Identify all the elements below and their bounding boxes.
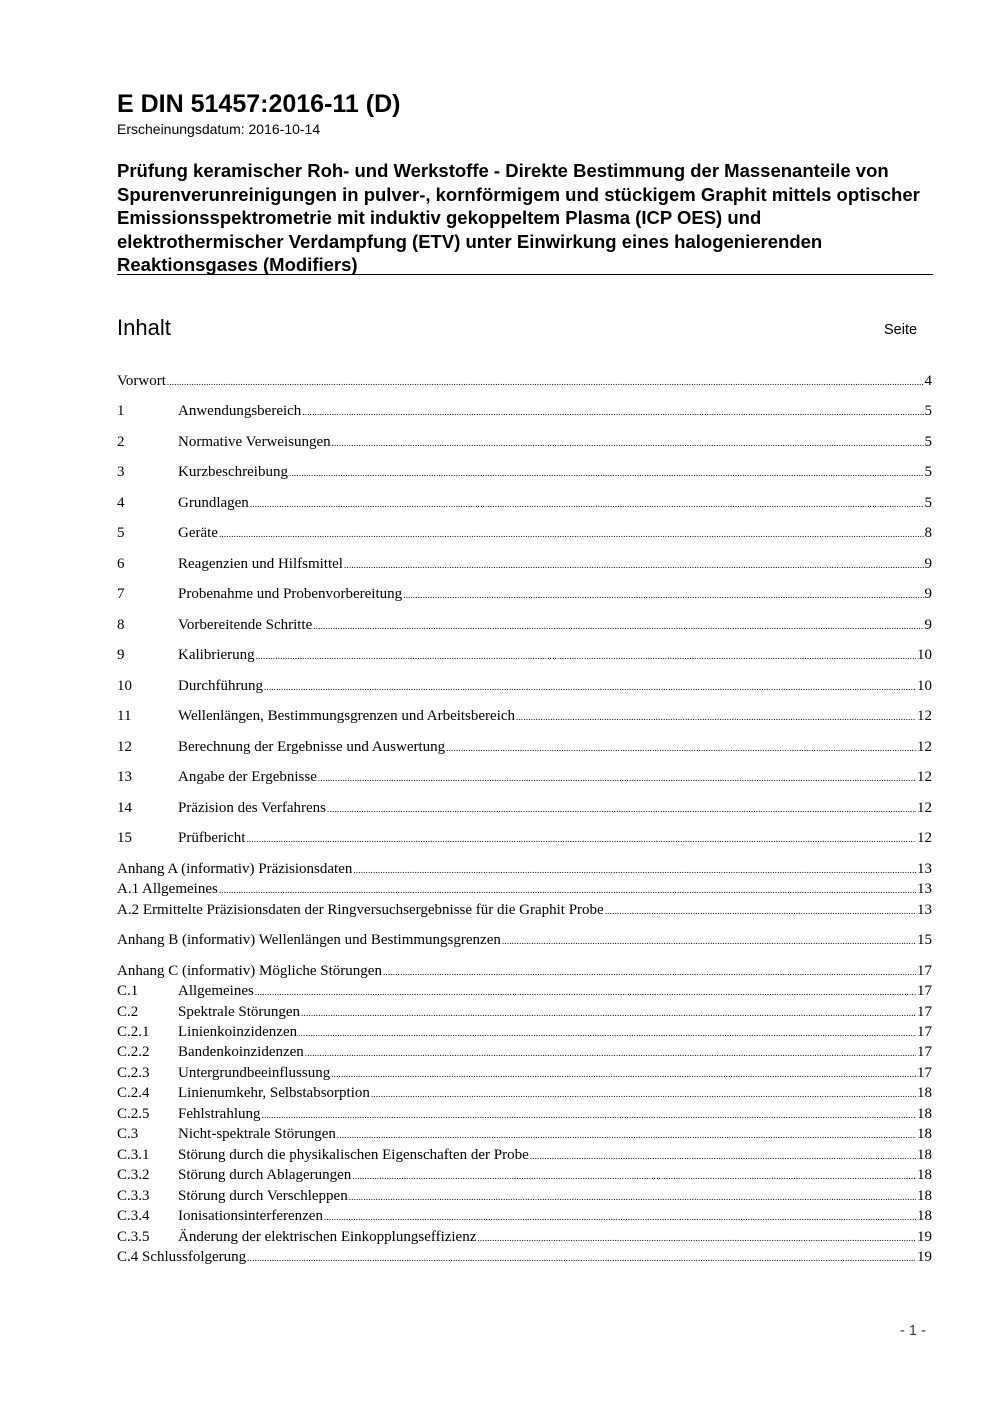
toc-entry[interactable] [117, 1145, 932, 1165]
toc-entry-number: 15 [117, 830, 132, 846]
footer-page-number: - 1 - [900, 1323, 926, 1339]
toc-entry-page: 17 [917, 963, 932, 979]
toc-entry[interactable] [117, 828, 932, 848]
publication-date: Erscheinungsdatum: 2016-10-14 [117, 121, 321, 137]
toc-entry-page: 12 [917, 708, 932, 724]
toc-entry-title: Anwendungsbereich [178, 403, 302, 419]
toc-entry-number: 4 [117, 495, 125, 511]
toc-entry-number: 7 [117, 586, 125, 602]
toc-leader-dots [255, 981, 916, 1002]
toc-leader-dots [247, 1247, 916, 1268]
toc-leader-dots [383, 961, 916, 982]
toc-leader-dots [371, 1083, 916, 1104]
toc-leader-dots [349, 1186, 916, 1207]
toc-entry-number: C.3.5 [117, 1229, 150, 1245]
toc-entry-title: Linienkoinzidenzen [178, 1024, 298, 1040]
toc-entry[interactable] [117, 615, 932, 635]
toc-entry-page: 10 [917, 647, 932, 663]
toc-entry-page: 15 [917, 932, 932, 948]
toc-entry-number: C.2.1 [117, 1024, 150, 1040]
toc-entry-title: Bandenkoinzidenzen [178, 1044, 304, 1060]
toc-leader-dots [327, 798, 916, 819]
toc-entry-page: 9 [924, 617, 932, 633]
toc-entry[interactable] [117, 1227, 932, 1247]
toc-leader-dots [352, 1165, 916, 1186]
toc-entry-title: Geräte [178, 525, 218, 541]
toc-entry[interactable] [117, 1063, 932, 1083]
toc-leader-dots [353, 859, 916, 880]
toc-leader-dots [302, 401, 923, 422]
toc-entry-number: C.3.2 [117, 1167, 150, 1183]
toc-entry-title: Störung durch Verschleppen [178, 1188, 348, 1204]
toc-entry-number: 9 [117, 647, 125, 663]
toc-entry-title: Präzision des Verfahrens [178, 800, 327, 816]
toc-entry-number: 13 [117, 769, 132, 785]
toc-leader-dots [530, 1145, 916, 1166]
toc-entry-number: 11 [117, 708, 132, 724]
toc-entry-title: Wellenlängen, Bestimmungsgrenzen und Arbeitsbereich [178, 708, 516, 724]
toc-entry-title: Ionisationsinterferenzen [178, 1208, 323, 1224]
toc-leader-dots [262, 1104, 917, 1125]
toc-entry-page: 13 [917, 861, 932, 877]
toc-entry-page: 9 [924, 556, 932, 572]
toc-entry-title: Linienumkehr, Selbstabsorption [178, 1085, 370, 1101]
toc-leader-dots [502, 930, 916, 951]
toc-entry-number: 5 [117, 525, 125, 541]
toc-entry-title: Durchführung [178, 678, 263, 694]
toc-entry-title: Berechnung der Ergebnisse und Auswertung [178, 739, 446, 755]
toc-entry[interactable] [117, 767, 932, 787]
toc-entry-title: Nicht-spektrale Störungen [178, 1126, 336, 1142]
toc-entry[interactable] [117, 930, 932, 950]
toc-entry-number: C.2.4 [117, 1085, 150, 1101]
toc-entry-title: A.1 Allgemeines [117, 881, 218, 897]
toc-entry-page: 17 [917, 1004, 932, 1020]
toc-entry-number: C.2.5 [117, 1106, 150, 1122]
toc-entry-page: 18 [917, 1106, 932, 1122]
toc-entry-number: C.3 [117, 1126, 139, 1142]
toc-entry[interactable] [117, 554, 932, 574]
toc-entry-page: 18 [917, 1126, 932, 1142]
toc-entry-title: C.4 Schlussfolgerung [117, 1249, 247, 1265]
toc-entry-page: 12 [917, 739, 932, 755]
toc-leader-dots [403, 584, 923, 605]
toc-entry-title: A.2 Ermittelte Präzisionsdaten der Ringversuchsergebnisse für die Graphit Probe [117, 902, 604, 918]
toc-leader-dots [331, 1063, 916, 1084]
toc-entry[interactable] [117, 1165, 932, 1185]
toc-leader-dots [289, 462, 924, 483]
toc-entry[interactable] [117, 1186, 932, 1206]
toc-entry[interactable] [117, 1206, 932, 1226]
toc-leader-dots [246, 828, 916, 849]
toc-entry[interactable] [117, 1022, 932, 1042]
toc-entry-number: 8 [117, 617, 125, 633]
document-title: Prüfung keramischer Roh- und Werkstoffe - Direkte Bestimmung der Massenanteile von Spurenverunreinigungen in pulver-, kornförmigem und stückigem Graphit mittels optischer Emissionsspektrometrie mit induktiv gekoppeltem Plasma (ICP OES) und elektrothermischer Verdampfung (ETV) unter Einwirkung eines halogenierenden Reaktionsgases (Modifiers) [117, 160, 920, 276]
toc-entry[interactable] [117, 676, 932, 696]
toc-entry-number: 6 [117, 556, 125, 572]
toc-entry-title: Prüfbericht [178, 830, 246, 846]
toc-leader-dots [516, 706, 916, 727]
toc-entry-number: 1 [117, 403, 125, 419]
toc-entry[interactable] [117, 737, 932, 757]
toc-entry-page: 17 [917, 1024, 932, 1040]
toc-entry-title: Angabe der Ergebnisse [178, 769, 317, 785]
toc-entry-page: 18 [917, 1147, 932, 1163]
toc-entry-page: 18 [917, 1208, 932, 1224]
toc-entry[interactable] [117, 981, 932, 1001]
toc-entry-number: C.2.3 [117, 1065, 150, 1081]
toc-entry-page: 8 [924, 525, 932, 541]
toc-entry-page: 13 [917, 902, 932, 918]
toc-entry-title: Kalibrierung [178, 647, 255, 663]
page-column-heading: Seite [884, 322, 918, 338]
toc-leader-dots [324, 1206, 916, 1227]
toc-leader-dots [318, 767, 916, 788]
toc-leader-dots [219, 523, 924, 544]
toc-entry-page: 9 [924, 586, 932, 602]
toc-leader-dots [256, 645, 916, 666]
toc-entry-number: 2 [117, 434, 125, 450]
toc-leader-dots [305, 1042, 916, 1063]
document-id: E DIN 51457:2016-11 (D) [117, 90, 401, 118]
toc-entry-number: 14 [117, 800, 132, 816]
toc-entry-page: 18 [917, 1167, 932, 1183]
toc-leader-dots [477, 1227, 916, 1248]
toc-leader-dots [301, 1002, 916, 1023]
toc-leader-dots [337, 1124, 916, 1145]
toc-entry-title: Allgemeines [178, 983, 254, 999]
toc-entry[interactable] [117, 523, 932, 543]
toc-entry[interactable] [117, 432, 932, 452]
toc-leader-dots [298, 1022, 916, 1043]
toc-entry-page: 17 [917, 1065, 932, 1081]
toc-entry[interactable] [117, 401, 932, 421]
toc-leader-dots [332, 432, 924, 453]
toc-entry-title: Störung durch Ablagerungen [178, 1167, 352, 1183]
toc-entry[interactable] [117, 859, 932, 879]
toc-entry-page: 18 [917, 1188, 932, 1204]
toc-entry-number: C.2.2 [117, 1044, 150, 1060]
toc-entry-title: Vorwort [117, 373, 166, 389]
toc-entry-title: Störung durch die physikalischen Eigenschaften der Probe [178, 1147, 529, 1163]
toc-entry[interactable] [117, 1042, 932, 1062]
toc-entry[interactable] [117, 1104, 932, 1124]
toc-entry-number: C.1 [117, 983, 139, 999]
toc-entry-title: Probenahme und Probenvorbereitung [178, 586, 403, 602]
toc-leader-dots [167, 371, 924, 392]
toc-entry[interactable] [117, 798, 932, 818]
toc-entry[interactable] [117, 584, 932, 604]
title-rule [117, 274, 933, 275]
toc-entry-number: 12 [117, 739, 132, 755]
toc-entry-page: 12 [917, 800, 932, 816]
toc-entry-page: 4 [924, 373, 932, 389]
toc-entry[interactable] [117, 1002, 932, 1022]
toc-entry-page: 18 [917, 1085, 932, 1101]
toc-entry-title: Änderung der elektrischen Einkopplungseffizienz [178, 1229, 477, 1245]
toc-leader-dots [219, 879, 916, 900]
toc-entry-page: 17 [917, 1044, 932, 1060]
toc-entry-number: 10 [117, 678, 132, 694]
toc-entry-number: C.2 [117, 1004, 139, 1020]
toc-entry-title: Untergrundbeeinflussung [178, 1065, 331, 1081]
toc-entry[interactable] [117, 1247, 932, 1267]
toc-entry-page: 12 [917, 769, 932, 785]
toc-entry-number: 3 [117, 464, 125, 480]
toc-entry-title: Vorbereitende Schritte [178, 617, 313, 633]
toc-entry-page: 19 [917, 1249, 932, 1265]
toc-entry-title: Kurzbeschreibung [178, 464, 288, 480]
toc-entry-page: 10 [917, 678, 932, 694]
toc-entry-page: 5 [924, 403, 932, 419]
toc-leader-dots [344, 554, 924, 575]
toc-entry-number: C.3.1 [117, 1147, 150, 1163]
toc-entry[interactable] [117, 879, 932, 899]
toc-entry-title: Anhang A (informativ) Präzisionsdaten [117, 861, 353, 877]
toc-entry-page: 13 [917, 881, 932, 897]
toc-entry[interactable] [117, 645, 932, 665]
toc-entry-page: 5 [924, 495, 932, 511]
toc-entry-title: Anhang B (informativ) Wellenlängen und Bestimmungsgrenzen [117, 932, 501, 948]
toc-entry-title: Fehlstrahlung [178, 1106, 261, 1122]
toc-leader-dots [605, 900, 916, 921]
toc-entry-page: 17 [917, 983, 932, 999]
toc-entry[interactable] [117, 462, 932, 482]
toc-entry-title: Spektrale Störungen [178, 1004, 301, 1020]
toc-entry[interactable] [117, 493, 932, 513]
toc-entry-page: 5 [924, 464, 932, 480]
toc-entry[interactable] [117, 961, 932, 981]
toc-entry-title: Grundlagen [178, 495, 249, 511]
toc-entry[interactable] [117, 900, 932, 920]
toc-entry[interactable] [117, 706, 932, 726]
toc-entry-page: 12 [917, 830, 932, 846]
toc-leader-dots [264, 676, 916, 697]
toc-entry-number: C.3.3 [117, 1188, 150, 1204]
toc-entry[interactable] [117, 1083, 932, 1103]
toc-entry-title: Normative Verweisungen [178, 434, 331, 450]
toc-entry-page: 19 [917, 1229, 932, 1245]
toc-entry-title: Reagenzien und Hilfsmittel [178, 556, 343, 572]
toc-entry-page: 5 [924, 434, 932, 450]
toc-entry-number: C.3.4 [117, 1208, 150, 1224]
toc-leader-dots [250, 493, 924, 514]
toc-leader-dots [446, 737, 916, 758]
toc-entry-title: Anhang C (informativ) Mögliche Störungen [117, 963, 382, 979]
toc-entry[interactable] [117, 1124, 932, 1144]
contents-heading: Inhalt [117, 315, 171, 340]
toc-entry[interactable] [117, 371, 932, 391]
toc-leader-dots [313, 615, 923, 636]
